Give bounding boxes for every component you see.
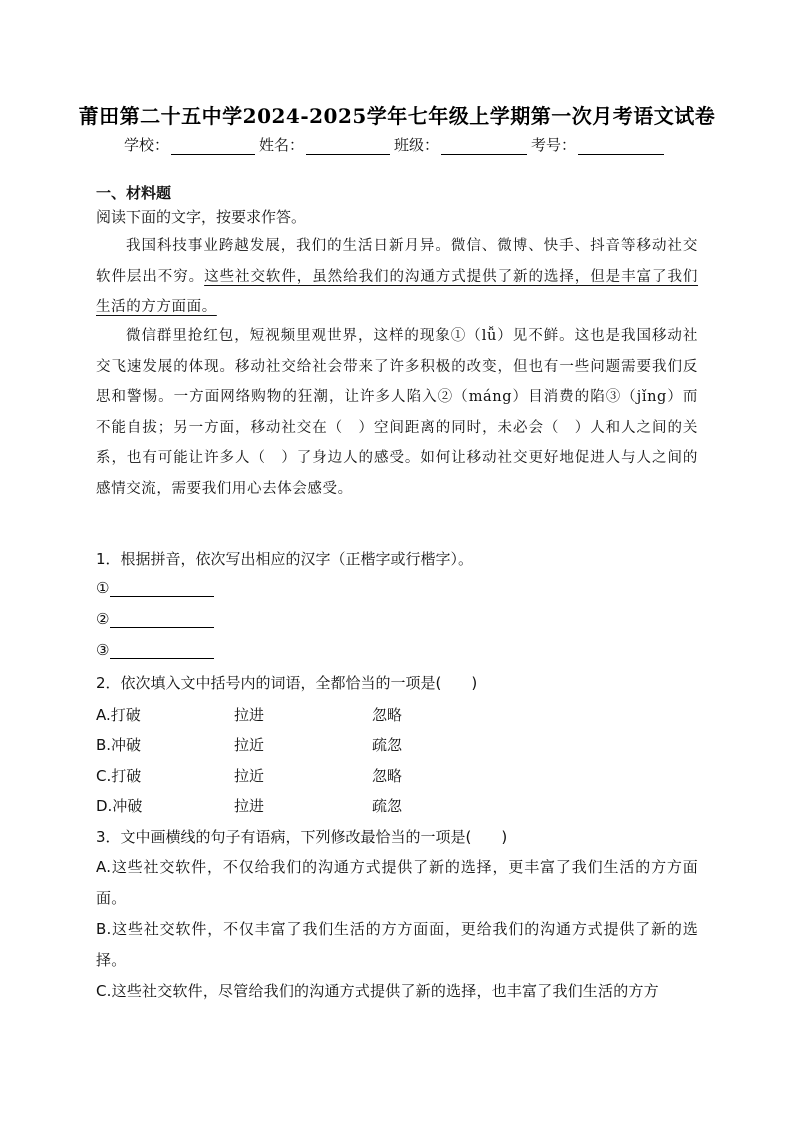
school-label: 学校： [124,136,170,154]
class-label: 班级： [394,136,440,154]
section-heading: 一、材料题 [96,184,172,202]
option-c-word-2: 拉近 [234,767,265,785]
underlined-sentence: 这些社交软件，虽然给我们的沟通方式提供了新的选择，但是丰富了我们生活的方方面面。 [96,268,699,315]
answer-blank-1[interactable] [96,579,214,597]
option-c-word-3: 忽略 [372,767,403,785]
q3-option-a[interactable]: A.这些社交软件，不仅给我们的沟通方式提供了新的选择，更丰富了我们生活的方方面面。 [96,858,698,907]
option-b-word-1: B.冲破 [96,736,142,754]
question-1-stem: 1．根据拼音，依次写出相应的汉字（正楷字或行楷字）。 [96,550,474,568]
passage-p1-plain: 我国科技事业跨越发展，我们的生活日新月异。微信、微博、快手、抖音等移动社交软件层出不穷。 [96,238,698,285]
option-b-word-3: 疏忽 [372,736,403,754]
q3-option-c[interactable]: C.这些社交软件，尽管给我们的沟通方式提供了新的选择，也丰富了我们生活的方方 [96,982,659,1000]
question-2-stem: 2．依次填入文中括号内的词语，全都恰当的一项是( ) [96,674,478,692]
option-a-word-3: 忽略 [372,706,403,724]
name-label: 姓名： [259,136,305,154]
number-label: 考号： [531,136,577,154]
question-3-stem: 3．文中画横线的句子有语病，下列修改最恰当的一项是( ) [96,828,508,846]
option-d-word-2: 拉进 [234,797,265,815]
answer-underline [110,580,214,597]
option-a-word-1: A.打破 [96,706,141,724]
q3-option-b[interactable]: B.这些社交软件，不仅丰富了我们生活的方方面面，更给我们的沟通方式提供了新的选择。 [96,920,698,969]
answer-marker: ② [96,610,110,628]
option-d-word-1: D.冲破 [96,797,143,815]
name-blank[interactable] [306,138,390,155]
instruction-text: 阅读下面的文字，按要求作答。 [96,208,307,226]
student-info-row [124,134,668,155]
answer-blank-3[interactable] [96,641,214,659]
page-title: 莆田第二十五中学2024-2025学年七年级上学期第一次月考语文试卷 [78,104,716,128]
class-blank[interactable] [441,138,527,155]
passage-paragraph-1 [96,231,698,323]
passage-paragraph-2: 微信群里抢红包，短视频里观世界，这样的现象①（lǚ）见不鲜。这也是我国移动社交飞速发展的体现。移动社交给社会带来了许多积极的改变，但也有一些问题需要我们反思和警惕。一方面网络购物的狂潮，让许多人陷入②（máng）目消费的陷③（jǐng）而不能自拔；另一方面，移动社交在（ ）空间距离的同时，未必会（ ）人和人之间的关系，也有可能让许多人（ ）了身边人的感受。如何让移动社交更好地促进人与人之间的感情交流，需要我们用心去体会感受。 [96,328,698,497]
number-blank[interactable] [578,138,664,155]
option-b-word-2: 拉近 [234,736,265,754]
answer-marker: ③ [96,641,110,659]
answer-underline [110,642,214,659]
option-c-word-1: C.打破 [96,767,142,785]
answer-blank-2[interactable] [96,610,214,628]
answer-marker: ① [96,579,110,597]
school-blank[interactable] [171,138,255,155]
option-a-word-2: 拉进 [234,706,265,724]
option-d-word-3: 疏忽 [372,797,403,815]
answer-underline [110,611,214,628]
